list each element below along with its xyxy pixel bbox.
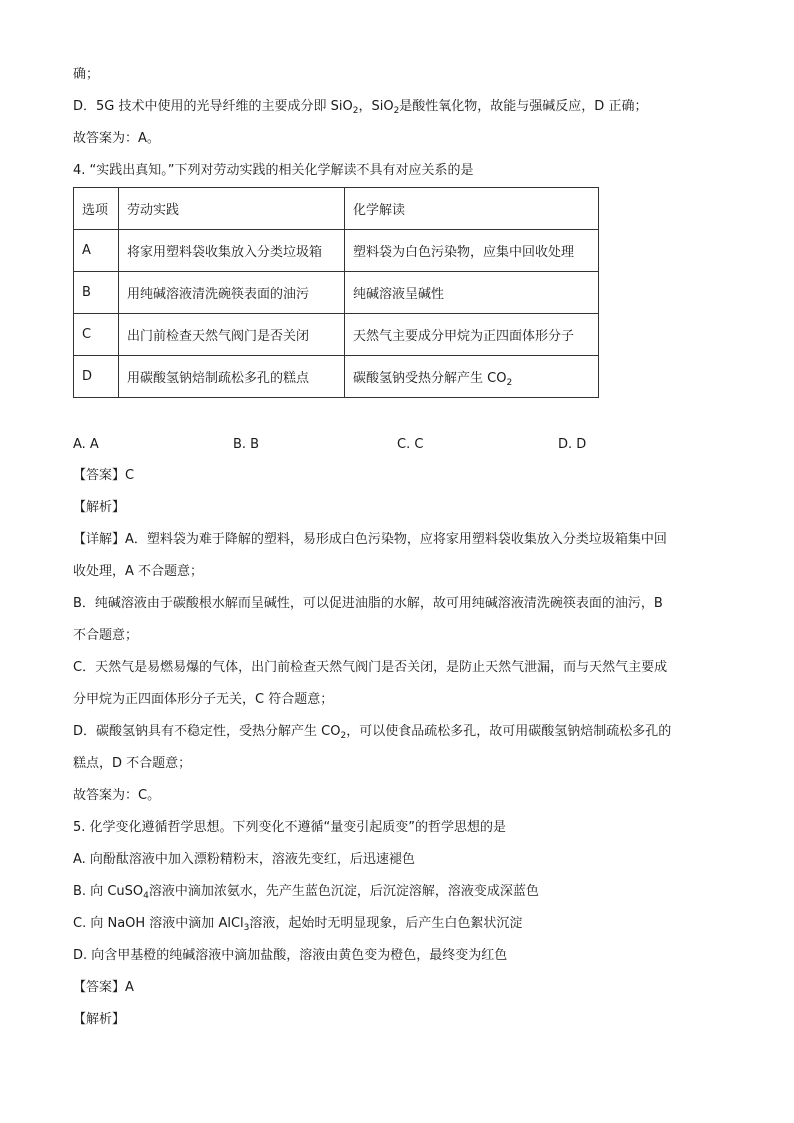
q5-option-c: C. 向 NaOH 溶液中滴加 AlCl$_3$溶液，起始时无明显现象，后产生白色絮状沉淀 [73, 916, 523, 933]
detail-c-line-2: 分甲烷为正四面体形分子无关，C 符合题意； [73, 692, 334, 707]
table-header-cell: 选项 [74, 188, 119, 230]
table-header-cell: 化学解读 [345, 188, 599, 230]
table-cell-option: C [74, 314, 119, 356]
q5-analysis-label: 【解析】 [73, 1012, 126, 1027]
choice-b: B. B [233, 437, 260, 452]
prev-option-d-text: D．5G 技术中使用的光导纤维的主要成分即 SiO$_2$，SiO$_2$是酸性氧化物，故能与强碱反应，D 正确； [73, 99, 648, 116]
q5-option-d: D. 向含甲基橙的纯碱溶液中滴加盐酸，溶液由黄色变为橙色，最终变为红色 [73, 948, 508, 963]
table-cell-interpretation: 天然气主要成分甲烷为正四面体形分子 [345, 314, 599, 356]
prev-tail-text: 确； [73, 67, 100, 82]
table-row [74, 314, 599, 356]
prev-conclusion: 故答案为：A。 [73, 131, 160, 146]
q5-option-b: B. 向 CuSO$_4$溶液中滴加浓氨水，先产生蓝色沉淀，后沉淀溶解，溶液变成深蓝色 [73, 884, 539, 901]
table-cell-practice: 用碳酸氢钠焙制疏松多孔的糕点 [119, 356, 345, 398]
choice-a: A. A [73, 437, 99, 452]
detail-b-line-2: 不合题意； [73, 628, 139, 643]
detail-d-line-1: D．碳酸氢钠具有不稳定性，受热分解产生 $CO_2$，可以使食品疏松多孔，故可用碳酸氢钠焙制疏松多孔的 [73, 724, 672, 741]
table-cell-interpretation: 碳酸氢钠受热分解产生 $CO_2$ [345, 356, 599, 398]
detail-b-line-1: B．纯碱溶液由于碳酸根水解而呈碱性，可以促进油脂的水解，故可用纯碱溶液清洗碗筷表面的油污，B [73, 596, 663, 611]
table-cell-practice: 用纯碱溶液清洗碗筷表面的油污 [119, 272, 345, 314]
table-cell-option: D [74, 356, 119, 398]
table-row [74, 272, 599, 314]
choice-c: C. C [397, 437, 424, 452]
detail-a-line-1: 【详解】A．塑料袋为难于降解的塑料，易形成白色污染物，应将家用塑料袋收集放入分类垃圾箱集中回 [73, 532, 667, 547]
table-header-row [74, 188, 599, 230]
q5-option-a: A. 向酚酞溶液中加入漂粉精粉末，溶液先变红，后迅速褪色 [73, 852, 415, 867]
table-row [74, 356, 599, 398]
choice-d: D. D [558, 437, 587, 452]
detail-c-line-1: C．天然气是易燃易爆的气体，出门前检查天然气阀门是否关闭，是防止天然气泄漏，而与天然气主要成 [73, 660, 668, 675]
q5-answer-label: 【答案】A [73, 980, 134, 995]
q4-conclusion: 故答案为：C。 [73, 788, 161, 803]
table-cell-practice: 出门前检查天然气阀门是否关闭 [119, 314, 345, 356]
table-header-cell: 劳动实践 [119, 188, 345, 230]
detail-a-line-2: 收处理，A 不合题意； [73, 564, 204, 579]
detail-d-line-2: 糕点，D 不合题意； [73, 756, 192, 771]
table-cell-practice: 将家用塑料袋收集放入分类垃圾箱 [119, 230, 345, 272]
question-5-stem: 5. 化学变化遵循哲学思想。下列变化不遵循“量变引起质变”的哲学思想的是 [73, 820, 507, 835]
table-cell-interpretation: 塑料袋为白色污染物，应集中回收处理 [345, 230, 599, 272]
answer-label: 【答案】C [73, 468, 135, 483]
table-cell-interpretation: 纯碱溶液呈碱性 [345, 272, 599, 314]
question-4-stem: 4. “实践出真知。”下列对劳动实践的相关化学解读不具有对应关系的是 [73, 163, 474, 178]
analysis-label: 【解析】 [73, 500, 126, 515]
table-cell-option: A [74, 230, 119, 272]
table-row [74, 230, 599, 272]
table-cell-option: B [74, 272, 119, 314]
question-4-table [73, 187, 599, 398]
